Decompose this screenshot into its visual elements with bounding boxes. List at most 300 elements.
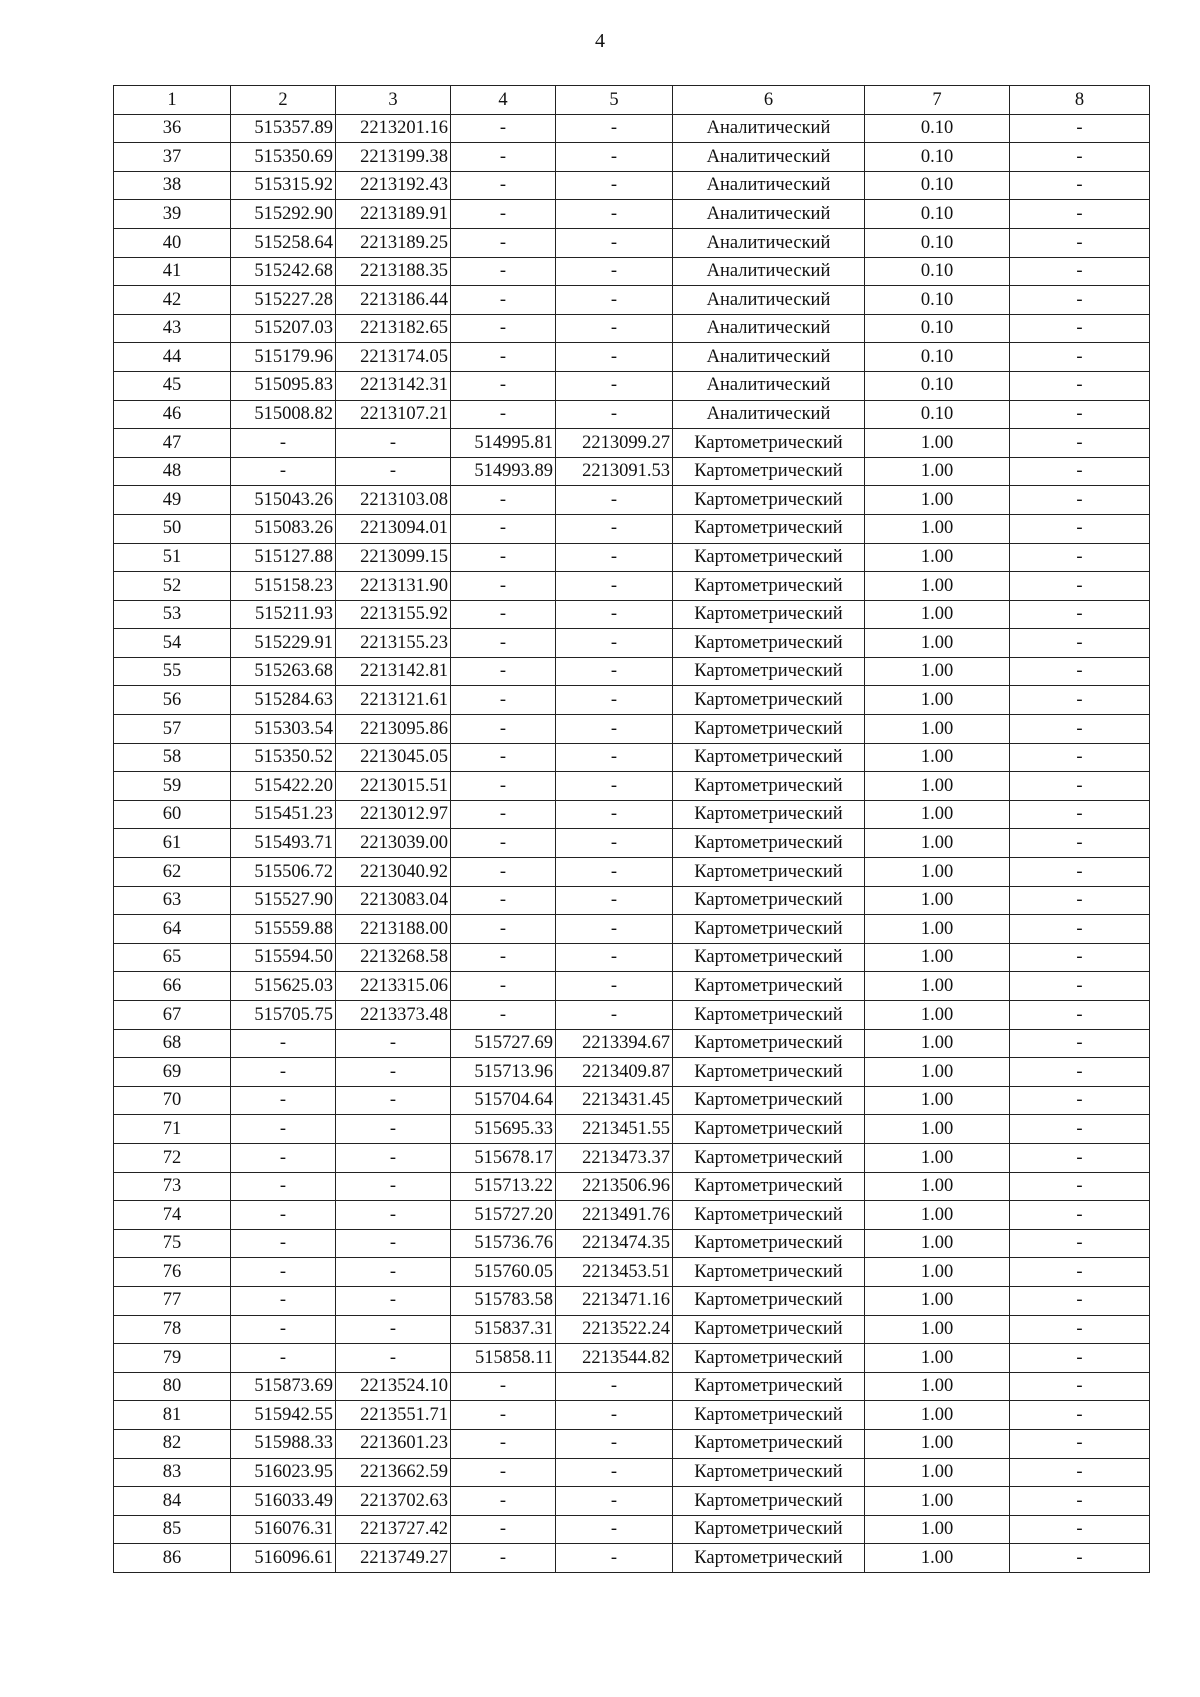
x-alt-cell: 514995.81 (451, 429, 556, 458)
accuracy-cell: 1.00 (865, 686, 1010, 715)
column-header: 8 (1010, 86, 1150, 115)
note-cell: - (1010, 800, 1150, 829)
table-row (114, 371, 1150, 400)
y-cell: 2213551.71 (336, 1401, 451, 1430)
point-number-cell: 79 (114, 1344, 231, 1373)
y-cell: - (336, 1315, 451, 1344)
x-cell: 516023.95 (231, 1458, 336, 1487)
accuracy-cell: 1.00 (865, 715, 1010, 744)
x-cell: - (231, 1201, 336, 1230)
y-cell: 2213189.25 (336, 228, 451, 257)
table-row (114, 1115, 1150, 1144)
x-cell: 515350.69 (231, 143, 336, 172)
y-cell: 2213099.15 (336, 543, 451, 572)
x-cell: 515625.03 (231, 972, 336, 1001)
note-cell: - (1010, 171, 1150, 200)
x-alt-cell: - (451, 200, 556, 229)
note-cell: - (1010, 858, 1150, 887)
y-cell: 2213155.23 (336, 629, 451, 658)
table-row (114, 1372, 1150, 1401)
note-cell: - (1010, 457, 1150, 486)
method-cell: Картометрический (673, 1344, 865, 1373)
method-cell: Аналитический (673, 343, 865, 372)
method-cell: Аналитический (673, 286, 865, 315)
note-cell: - (1010, 1115, 1150, 1144)
accuracy-cell: 1.00 (865, 1058, 1010, 1087)
y-cell: 2213107.21 (336, 400, 451, 429)
x-cell: - (231, 429, 336, 458)
note-cell: - (1010, 1058, 1150, 1087)
x-cell: 515284.63 (231, 686, 336, 715)
point-number-cell: 52 (114, 572, 231, 601)
x-alt-cell: - (451, 371, 556, 400)
method-cell: Аналитический (673, 314, 865, 343)
x-alt-cell: - (451, 1401, 556, 1430)
x-cell: 515083.26 (231, 514, 336, 543)
note-cell: - (1010, 486, 1150, 515)
x-alt-cell: - (451, 972, 556, 1001)
x-cell: - (231, 1229, 336, 1258)
method-cell: Картометрический (673, 1544, 865, 1573)
y-alt-cell: - (556, 657, 673, 686)
note-cell: - (1010, 1029, 1150, 1058)
method-cell: Аналитический (673, 400, 865, 429)
method-cell: Картометрический (673, 1372, 865, 1401)
x-alt-cell: 515727.20 (451, 1201, 556, 1230)
x-alt-cell: - (451, 486, 556, 515)
point-number-cell: 39 (114, 200, 231, 229)
table-row (114, 286, 1150, 315)
accuracy-cell: 0.10 (865, 228, 1010, 257)
accuracy-cell: 0.10 (865, 400, 1010, 429)
point-number-cell: 53 (114, 600, 231, 629)
method-cell: Картометрический (673, 1143, 865, 1172)
y-cell: - (336, 1286, 451, 1315)
y-alt-cell: - (556, 286, 673, 315)
point-number-cell: 57 (114, 715, 231, 744)
note-cell: - (1010, 143, 1150, 172)
point-number-cell: 72 (114, 1143, 231, 1172)
x-alt-cell: 515837.31 (451, 1315, 556, 1344)
note-cell: - (1010, 1143, 1150, 1172)
y-alt-cell: 2213473.37 (556, 1143, 673, 1172)
table-row (114, 343, 1150, 372)
table-row (114, 543, 1150, 572)
y-alt-cell: - (556, 715, 673, 744)
x-cell: 515043.26 (231, 486, 336, 515)
table-row (114, 200, 1150, 229)
y-alt-cell: - (556, 228, 673, 257)
table-row (114, 400, 1150, 429)
x-cell: 515594.50 (231, 943, 336, 972)
column-header: 2 (231, 86, 336, 115)
table-row (114, 600, 1150, 629)
y-cell: 2213083.04 (336, 886, 451, 915)
x-cell: 515357.89 (231, 114, 336, 143)
table-row (114, 429, 1150, 458)
x-cell: 515008.82 (231, 400, 336, 429)
table-row (114, 514, 1150, 543)
y-cell: 2213131.90 (336, 572, 451, 601)
method-cell: Картометрический (673, 600, 865, 629)
accuracy-cell: 1.00 (865, 972, 1010, 1001)
method-cell: Картометрический (673, 572, 865, 601)
point-number-cell: 78 (114, 1315, 231, 1344)
accuracy-cell: 1.00 (865, 1458, 1010, 1487)
x-cell: 515211.93 (231, 600, 336, 629)
y-alt-cell: - (556, 314, 673, 343)
y-alt-cell: - (556, 800, 673, 829)
x-alt-cell: 515858.11 (451, 1344, 556, 1373)
x-cell: 515350.52 (231, 743, 336, 772)
y-cell: 2213373.48 (336, 1001, 451, 1030)
accuracy-cell: 1.00 (865, 457, 1010, 486)
point-number-cell: 64 (114, 915, 231, 944)
accuracy-cell: 1.00 (865, 1487, 1010, 1516)
method-cell: Картометрический (673, 1001, 865, 1030)
x-alt-cell: - (451, 1458, 556, 1487)
x-alt-cell: 514993.89 (451, 457, 556, 486)
column-header: 5 (556, 86, 673, 115)
method-cell: Картометрический (673, 686, 865, 715)
note-cell: - (1010, 1201, 1150, 1230)
x-alt-cell: - (451, 543, 556, 572)
accuracy-cell: 1.00 (865, 1372, 1010, 1401)
table-header-row (114, 86, 1150, 115)
y-alt-cell: 2213522.24 (556, 1315, 673, 1344)
accuracy-cell: 1.00 (865, 1143, 1010, 1172)
y-alt-cell: - (556, 600, 673, 629)
point-number-cell: 84 (114, 1487, 231, 1516)
y-cell: 2213121.61 (336, 686, 451, 715)
y-alt-cell: 2213451.55 (556, 1115, 673, 1144)
x-cell: 515873.69 (231, 1372, 336, 1401)
table-row (114, 715, 1150, 744)
accuracy-cell: 0.10 (865, 171, 1010, 200)
y-cell: - (336, 1086, 451, 1115)
accuracy-cell: 1.00 (865, 1258, 1010, 1287)
point-number-cell: 63 (114, 886, 231, 915)
y-cell: - (336, 457, 451, 486)
note-cell: - (1010, 1344, 1150, 1373)
note-cell: - (1010, 629, 1150, 658)
table-row (114, 886, 1150, 915)
y-alt-cell: 2213471.16 (556, 1286, 673, 1315)
note-cell: - (1010, 943, 1150, 972)
method-cell: Картометрический (673, 858, 865, 887)
y-alt-cell: 2213409.87 (556, 1058, 673, 1087)
table-row (114, 1429, 1150, 1458)
y-cell: 2213188.35 (336, 257, 451, 286)
x-cell: 515303.54 (231, 715, 336, 744)
y-cell: - (336, 1229, 451, 1258)
x-alt-cell: - (451, 286, 556, 315)
y-cell: 2213199.38 (336, 143, 451, 172)
y-alt-cell: - (556, 1487, 673, 1516)
x-cell: - (231, 1029, 336, 1058)
table-row (114, 257, 1150, 286)
y-alt-cell: - (556, 972, 673, 1001)
method-cell: Картометрический (673, 1229, 865, 1258)
method-cell: Картометрический (673, 743, 865, 772)
accuracy-cell: 1.00 (865, 543, 1010, 572)
table-row (114, 1344, 1150, 1373)
point-number-cell: 80 (114, 1372, 231, 1401)
method-cell: Картометрический (673, 1487, 865, 1516)
point-number-cell: 85 (114, 1515, 231, 1544)
note-cell: - (1010, 314, 1150, 343)
x-cell: 515493.71 (231, 829, 336, 858)
table-row (114, 629, 1150, 658)
table-row (114, 171, 1150, 200)
method-cell: Картометрический (673, 657, 865, 686)
accuracy-cell: 0.10 (865, 257, 1010, 286)
method-cell: Картометрический (673, 772, 865, 801)
method-cell: Картометрический (673, 429, 865, 458)
x-alt-cell: - (451, 1001, 556, 1030)
note-cell: - (1010, 715, 1150, 744)
method-cell: Картометрический (673, 915, 865, 944)
y-cell: 2213015.51 (336, 772, 451, 801)
note-cell: - (1010, 200, 1150, 229)
x-alt-cell: - (451, 114, 556, 143)
table-row (114, 1086, 1150, 1115)
x-alt-cell: - (451, 1429, 556, 1458)
y-alt-cell: 2213099.27 (556, 429, 673, 458)
method-cell: Картометрический (673, 1429, 865, 1458)
x-cell: - (231, 1086, 336, 1115)
table-row (114, 1172, 1150, 1201)
note-cell: - (1010, 1172, 1150, 1201)
y-cell: - (336, 1058, 451, 1087)
table-row (114, 114, 1150, 143)
point-number-cell: 60 (114, 800, 231, 829)
x-alt-cell: - (451, 657, 556, 686)
x-cell: 515258.64 (231, 228, 336, 257)
column-header: 1 (114, 86, 231, 115)
y-alt-cell: 2213506.96 (556, 1172, 673, 1201)
y-alt-cell: 2213431.45 (556, 1086, 673, 1115)
x-cell: 515263.68 (231, 657, 336, 686)
table-row (114, 143, 1150, 172)
table-row (114, 657, 1150, 686)
point-number-cell: 47 (114, 429, 231, 458)
accuracy-cell: 1.00 (865, 629, 1010, 658)
point-number-cell: 81 (114, 1401, 231, 1430)
x-cell: 515242.68 (231, 257, 336, 286)
x-alt-cell: - (451, 143, 556, 172)
accuracy-cell: 1.00 (865, 858, 1010, 887)
y-cell: 2213524.10 (336, 1372, 451, 1401)
accuracy-cell: 1.00 (865, 1315, 1010, 1344)
y-alt-cell: 2213491.76 (556, 1201, 673, 1230)
x-cell: - (231, 1172, 336, 1201)
table-row (114, 1458, 1150, 1487)
note-cell: - (1010, 1086, 1150, 1115)
x-alt-cell: - (451, 514, 556, 543)
x-alt-cell: - (451, 1515, 556, 1544)
y-cell: 2213103.08 (336, 486, 451, 515)
note-cell: - (1010, 543, 1150, 572)
x-cell: - (231, 1315, 336, 1344)
note-cell: - (1010, 400, 1150, 429)
x-alt-cell: - (451, 886, 556, 915)
y-alt-cell: - (556, 915, 673, 944)
table-row (114, 1029, 1150, 1058)
x-cell: 516096.61 (231, 1544, 336, 1573)
x-cell: 515451.23 (231, 800, 336, 829)
accuracy-cell: 1.00 (865, 1401, 1010, 1430)
accuracy-cell: 1.00 (865, 743, 1010, 772)
y-cell: 2213749.27 (336, 1544, 451, 1573)
accuracy-cell: 1.00 (865, 800, 1010, 829)
note-cell: - (1010, 886, 1150, 915)
table-row (114, 228, 1150, 257)
accuracy-cell: 1.00 (865, 886, 1010, 915)
x-cell: 515179.96 (231, 343, 336, 372)
note-cell: - (1010, 1315, 1150, 1344)
y-alt-cell: - (556, 514, 673, 543)
y-alt-cell: 2213394.67 (556, 1029, 673, 1058)
accuracy-cell: 1.00 (865, 1286, 1010, 1315)
note-cell: - (1010, 686, 1150, 715)
y-alt-cell: - (556, 1515, 673, 1544)
point-number-cell: 68 (114, 1029, 231, 1058)
method-cell: Картометрический (673, 543, 865, 572)
column-header: 6 (673, 86, 865, 115)
table-row (114, 829, 1150, 858)
method-cell: Аналитический (673, 371, 865, 400)
point-number-cell: 75 (114, 1229, 231, 1258)
y-alt-cell: - (556, 257, 673, 286)
x-cell: 515095.83 (231, 371, 336, 400)
point-number-cell: 61 (114, 829, 231, 858)
table-row (114, 858, 1150, 887)
method-cell: Картометрический (673, 800, 865, 829)
point-number-cell: 44 (114, 343, 231, 372)
x-alt-cell: - (451, 800, 556, 829)
x-alt-cell: - (451, 829, 556, 858)
note-cell: - (1010, 772, 1150, 801)
point-number-cell: 48 (114, 457, 231, 486)
point-number-cell: 51 (114, 543, 231, 572)
x-alt-cell: - (451, 686, 556, 715)
y-cell: - (336, 1258, 451, 1287)
x-alt-cell: - (451, 858, 556, 887)
method-cell: Картометрический (673, 629, 865, 658)
y-alt-cell: 2213453.51 (556, 1258, 673, 1287)
point-number-cell: 37 (114, 143, 231, 172)
method-cell: Картометрический (673, 514, 865, 543)
method-cell: Картометрический (673, 486, 865, 515)
x-alt-cell: - (451, 1544, 556, 1573)
table-row (114, 915, 1150, 944)
y-alt-cell: - (556, 543, 673, 572)
x-cell: 515559.88 (231, 915, 336, 944)
column-header: 4 (451, 86, 556, 115)
x-cell: - (231, 1258, 336, 1287)
y-cell: 2213727.42 (336, 1515, 451, 1544)
accuracy-cell: 1.00 (865, 600, 1010, 629)
x-alt-cell: 515704.64 (451, 1086, 556, 1115)
page-number: 4 (595, 30, 605, 52)
y-alt-cell: 2213474.35 (556, 1229, 673, 1258)
note-cell: - (1010, 1001, 1150, 1030)
x-alt-cell: 515695.33 (451, 1115, 556, 1144)
table-row (114, 800, 1150, 829)
accuracy-cell: 1.00 (865, 429, 1010, 458)
y-cell: - (336, 1172, 451, 1201)
accuracy-cell: 1.00 (865, 1544, 1010, 1573)
y-alt-cell: - (556, 343, 673, 372)
table-row (114, 1544, 1150, 1573)
point-number-cell: 43 (114, 314, 231, 343)
note-cell: - (1010, 371, 1150, 400)
note-cell: - (1010, 600, 1150, 629)
y-cell: 2213095.86 (336, 715, 451, 744)
point-number-cell: 49 (114, 486, 231, 515)
note-cell: - (1010, 1515, 1150, 1544)
x-cell: 515315.92 (231, 171, 336, 200)
point-number-cell: 66 (114, 972, 231, 1001)
y-cell: 2213702.63 (336, 1487, 451, 1516)
y-cell: 2213192.43 (336, 171, 451, 200)
x-cell: 515705.75 (231, 1001, 336, 1030)
accuracy-cell: 0.10 (865, 114, 1010, 143)
note-cell: - (1010, 1458, 1150, 1487)
note-cell: - (1010, 915, 1150, 944)
note-cell: - (1010, 114, 1150, 143)
y-alt-cell: - (556, 572, 673, 601)
x-alt-cell: - (451, 1487, 556, 1516)
method-cell: Картометрический (673, 972, 865, 1001)
note-cell: - (1010, 1258, 1150, 1287)
method-cell: Картометрический (673, 1315, 865, 1344)
method-cell: Картометрический (673, 1258, 865, 1287)
table-row (114, 772, 1150, 801)
accuracy-cell: 1.00 (865, 1172, 1010, 1201)
x-cell: 515158.23 (231, 572, 336, 601)
table-row (114, 686, 1150, 715)
note-cell: - (1010, 1544, 1150, 1573)
accuracy-cell: 1.00 (865, 572, 1010, 601)
x-alt-cell: - (451, 572, 556, 601)
accuracy-cell: 1.00 (865, 1029, 1010, 1058)
y-cell: - (336, 1143, 451, 1172)
method-cell: Картометрический (673, 1086, 865, 1115)
accuracy-cell: 1.00 (865, 943, 1010, 972)
y-alt-cell: - (556, 1458, 673, 1487)
y-cell: 2213012.97 (336, 800, 451, 829)
x-cell: - (231, 1143, 336, 1172)
method-cell: Картометрический (673, 886, 865, 915)
point-number-cell: 36 (114, 114, 231, 143)
point-number-cell: 65 (114, 943, 231, 972)
y-alt-cell: - (556, 858, 673, 887)
y-alt-cell: - (556, 1401, 673, 1430)
y-alt-cell: - (556, 829, 673, 858)
x-cell: 515207.03 (231, 314, 336, 343)
y-alt-cell: 2213544.82 (556, 1344, 673, 1373)
point-number-cell: 54 (114, 629, 231, 658)
x-cell: - (231, 1344, 336, 1373)
x-alt-cell: 515727.69 (451, 1029, 556, 1058)
x-cell: - (231, 1058, 336, 1087)
y-cell: 2213045.05 (336, 743, 451, 772)
table-row (114, 457, 1150, 486)
accuracy-cell: 1.00 (865, 1229, 1010, 1258)
note-cell: - (1010, 1372, 1150, 1401)
